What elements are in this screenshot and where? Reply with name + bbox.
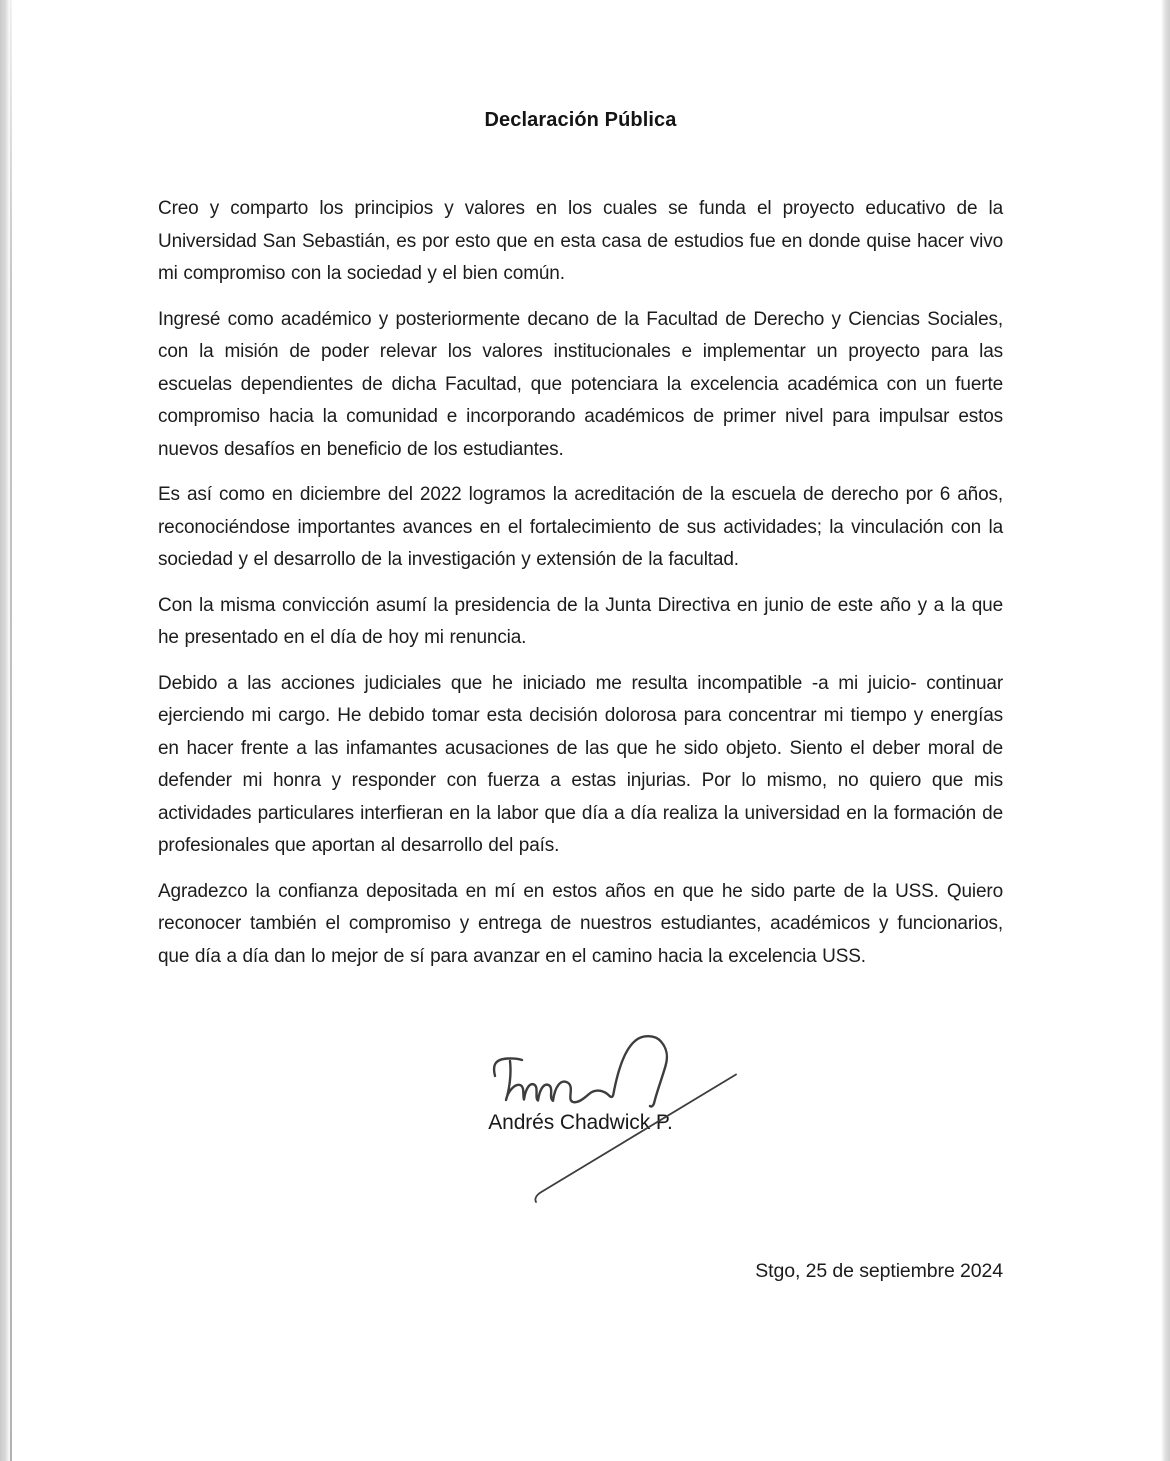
paragraph-4: Con la misma convicción asumí la presidencia de la Junta Directiva en junio de este año y a la que he presentado en el día de hoy mi renuncia. xyxy=(158,594,1003,648)
signatory-name: Andrés Chadwick P. xyxy=(488,1111,673,1134)
paragraph-5: Debido a las acciones judiciales que he iniciado me resulta incompatible -a mi juicio- continuar ejerciendo mi cargo. He debido tomar esta decisión dolorosa para concentrar mi tiempo y energías en hacer frente a las infamantes acusaciones de las que he sido objeto. Siento el deber moral de defender mi honra y responder con fuerza a estas injurias. Por lo mismo, no quiero que mis actividades particulares interfieran en la labor que día a día realiza la universidad en la formación de profesionales que aportan al desarrollo del país. xyxy=(158,672,1003,856)
signature-block xyxy=(158,1028,1003,1258)
date-line: Stgo, 25 de septiembre 2024 xyxy=(755,1260,1003,1282)
paragraph-6: Agradezco la confianza depositada en mí en estos años en que he sido parte de la USS. Quiero reconocer también el compromiso y entrega de nuestros estudiantes, académicos y funcionarios, que día a día dan lo mejor de sí para avanzar en el camino hacia la excelencia USS. xyxy=(158,880,1003,967)
paragraph-2: Ingresé como académico y posteriormente decano de la Facultad de Derecho y Ciencias Sociales, con la misión de poder relevar los valores institucionales e implementar un proyecto para las escuelas dependientes de dicha Facultad, que potenciara la excelencia académica con un fuerte compromiso hacia la comunidad e incorporando académicos de primer nivel para impulsar estos nuevos desafíos en beneficio de los estudiantes. xyxy=(158,308,1003,460)
paragraph-3: Es así como en diciembre del 2022 logramos la acreditación de la escuela de derecho por 6 años, reconociéndose importantes avances en el fortalecimiento de sus actividades; la vinculación con la sociedad y el desarrollo de la investigación y extensión de la facultad. xyxy=(158,484,1003,570)
signature-icon xyxy=(470,1028,770,1208)
paragraph-1: Creo y comparto los principios y valores en los cuales se funda el proyecto educativo de la Universidad San Sebastián, es por esto que en esta casa de estudios fue en donde quise hacer vivo mi compromiso con la sociedad y el bien común. xyxy=(158,198,1003,284)
document-title: Declaración Pública xyxy=(484,109,677,131)
